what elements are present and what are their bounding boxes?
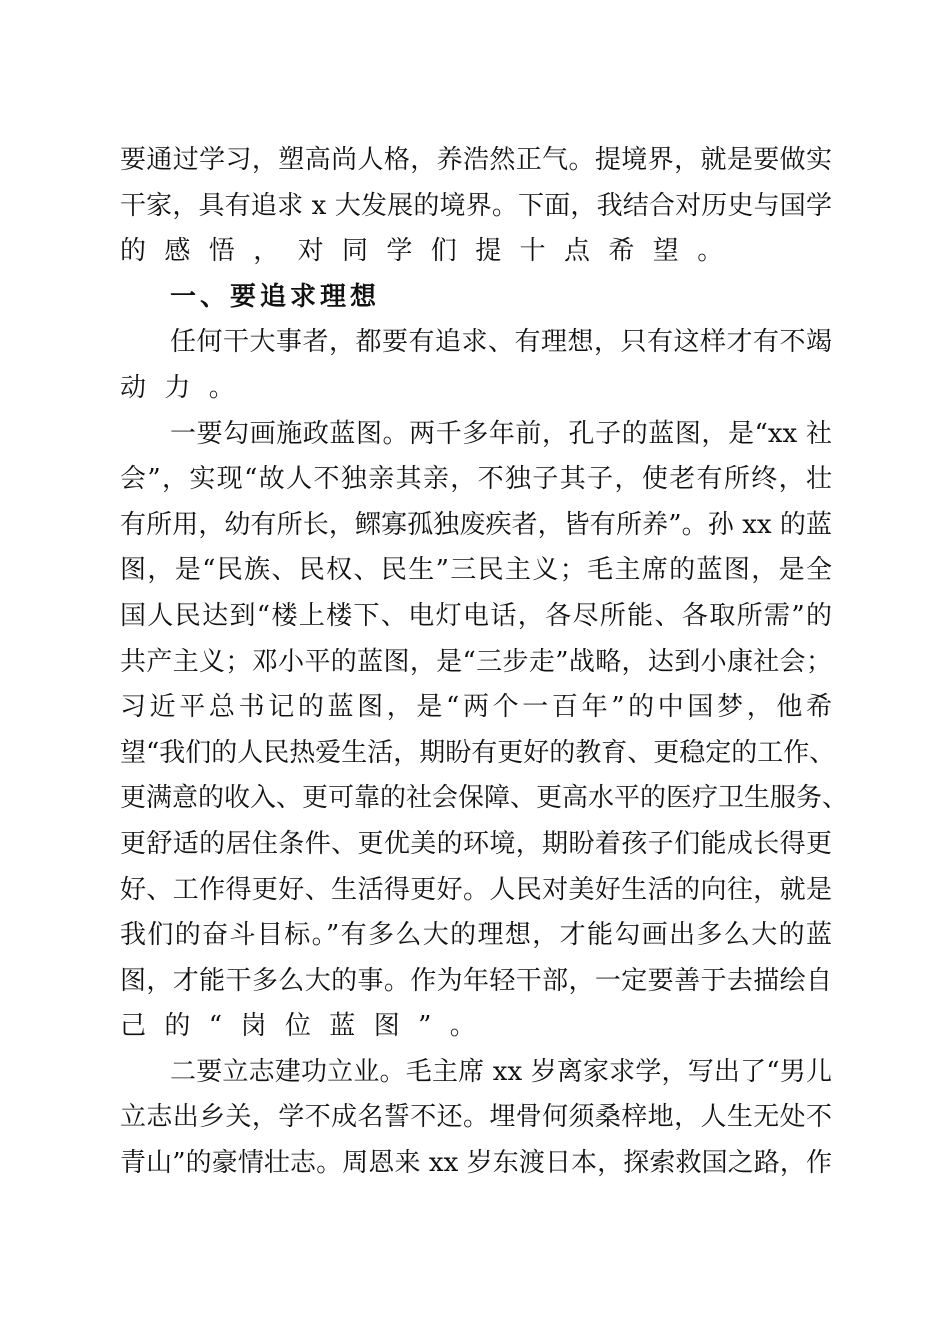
text-line: 国人民达到“楼上楼下、电灯电话，各尽所能、各取所需”的 (120, 600, 832, 631)
text-line: 习近平总书记的蓝图，是“两个一百年”的中国梦，他希 (120, 692, 832, 723)
text-line: 任何干大事者，都要有追求、有理想，只有这样才有不竭 (170, 327, 832, 358)
text-line: 好、工作得更好、生活得更好。人民对美好生活的向往，就是 (120, 874, 832, 905)
text-line: 有所用，幼有所长，鳏寡孤独废疾者，皆有所养”。孙 xx 的蓝 (120, 509, 832, 540)
text-line: 青山”的豪情壮志。周恩来 xx 岁东渡日本，探索救国之路，作 (120, 1148, 832, 1179)
text-line: 要通过学习，塑高尚人格，养浩然正气。提境界，就是要做实 (120, 145, 832, 175)
text-line: 更满意的收入、更可靠的社会保障、更高水平的医疗卫生服务、 (120, 783, 849, 814)
text-line: 共产主义；邓小平的蓝图，是“三步走”战略，达到小康社会； (120, 646, 832, 677)
paragraph (120, 320, 832, 411)
paragraph (120, 1050, 832, 1187)
paragraph (120, 412, 849, 1050)
text-line: 己的“岗位蓝图”。 (120, 1011, 495, 1042)
text-line: 图，才能干多么大的事。作为年轻干部，一定要善于去描绘自 (120, 965, 832, 996)
text-line: 图，是“民族、民权、民生”三民主义；毛主席的蓝图，是全 (120, 555, 832, 586)
text-line: 干家，具有追求 x 大发展的境界。下面，我结合对历史与国学 (120, 190, 832, 221)
text-line: 二要立志建功立业。毛主席 xx 岁离家求学，写出了“男儿 (170, 1056, 832, 1087)
heading-text: 一、要追求理想 (170, 281, 381, 312)
text-line: 望“我们的人民热爱生活，期盼有更好的教育、更稳定的工作、 (120, 737, 836, 768)
text-line: 更舒适的居住条件、更优美的环境，期盼着孩子们能成长得更 (120, 828, 832, 859)
text-line: 会”，实现“故人不独亲其亲，不独子其子，使老有所终，壮 (120, 464, 832, 495)
text-line: 我们的奋斗目标。”有多么大的理想，才能勾画出多么大的蓝 (120, 920, 832, 951)
text-line: 一要勾画施政蓝图。两千多年前，孔子的蓝图，是“xx 社 (170, 418, 832, 449)
section-heading (120, 275, 832, 321)
text-line: 动力。 (120, 372, 254, 403)
document-page (120, 138, 849, 1187)
text-line: 的感悟，对同学们提十点希望。 (120, 236, 742, 267)
text-line: 立志出乡关，学不成名誓不还。埋骨何须桑梓地，人生无处不 (120, 1102, 832, 1133)
paragraph (120, 138, 832, 275)
